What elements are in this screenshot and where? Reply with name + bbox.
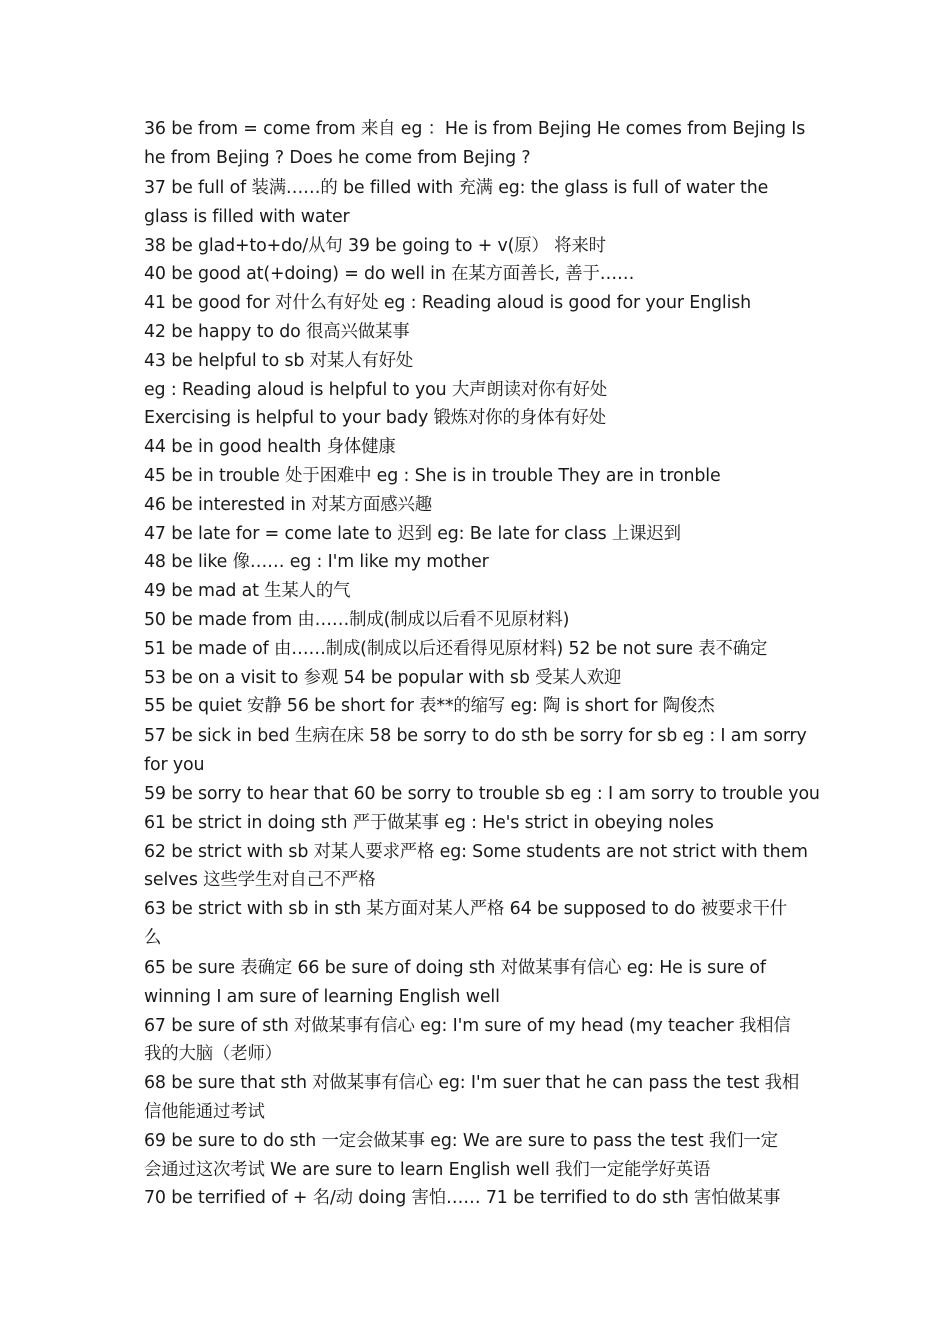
text-line: 65 be sure 表确定 66 be sure of doing sth 对做某事有信心 eg: He is sure of [144, 957, 766, 978]
text-line: 63 be strict with sb in sth 某方面对某人严格 64 be supposed to do 被要求干什 [144, 899, 787, 920]
text-line: 46 be interested in 对某方面感兴趣 [144, 494, 432, 515]
text-line: 61 be strict in doing sth 严于做某事 eg : He's strict in obeying noles [144, 812, 714, 833]
text-line: 68 be sure that sth 对做某事有信心 eg: I'm suer that he can pass the test 我相 [144, 1073, 800, 1094]
text-line: winning I am sure of learning English well [144, 986, 500, 1007]
text-line: 53 be on a visit to 参观 54 be popular with sb 受某人欢迎 [144, 667, 622, 688]
text-line: glass is filled with water [144, 206, 350, 227]
text-line: 59 be sorry to hear that 60 be sorry to trouble sb eg : I am sorry to trouble you [144, 783, 820, 804]
document-page [144, 114, 824, 1213]
text-line: 38 be glad+to+do/从句 39 be going to + v(原） 将来时 [144, 235, 606, 256]
text-line: 67 be sure of sth 对做某事有信心 eg: I'm sure of my head (my teacher 我相信 [144, 1015, 791, 1036]
text-line: 69 be sure to do sth 一定会做某事 eg: We are sure to pass the test 我们一定 [144, 1130, 778, 1151]
text-line: 70 be terrified of + 名/动 doing 害怕…… 71 be terrified to do sth 害怕做某事 [144, 1188, 781, 1209]
text-line: 62 be strict with sb 对某人要求严格 eg: Some students are not strict with them [144, 841, 808, 862]
text-line: Exercising is helpful to your bady 锻炼对你的身体有好处 [144, 408, 606, 429]
text-line: 43 be helpful to sb 对某人有好处 [144, 350, 414, 371]
text-line: 49 be mad at 生某人的气 [144, 581, 351, 602]
text-line: 么 [144, 927, 162, 948]
text-line: 41 be good for 对什么有好处 eg : Reading aloud is good for your English [144, 293, 752, 314]
text-line: 55 be quiet 安静 56 be short for 表**的缩写 eg: 陶 is short for 陶俊杰 [144, 696, 715, 717]
text-line: 51 be made of 由……制成(制成以后还看得见原材料) 52 be not sure 表不确定 [144, 638, 768, 659]
text-line: 45 be in trouble 处于困难中 eg : She is in trouble They are in tronble [144, 465, 721, 486]
text-line: 48 be like 像…… eg : I'm like my mother [144, 552, 489, 573]
text-line: selves 这些学生对自己不严格 [144, 870, 376, 891]
text-line: for you [144, 755, 205, 776]
text-line: 36 be from = come from 来自 eg ：He is from Bejing He comes from Bejing Is [144, 119, 806, 139]
text-line: 37 be full of 装满……的 be filled with 充满 eg: the glass is full of water the [144, 177, 769, 198]
text-line: 47 be late for = come late to 迟到 eg: Be late for class 上课迟到 [144, 523, 681, 544]
text-line: he from Bejing ? Does he come from Bejing ? [144, 148, 531, 168]
text-line: 50 be made from 由……制成(制成以后看不见原材料) [144, 609, 570, 630]
text-line: eg : Reading aloud is helpful to you 大声朗读对你有好处 [144, 379, 608, 400]
text-line: 40 be good at(+doing) = do well in 在某方面善长, 善于…… [144, 264, 635, 285]
text-line: 信他能通过考试 [144, 1101, 265, 1122]
text-line: 我的大脑（老师） [144, 1044, 282, 1065]
text-line: 57 be sick in bed 生病在床 58 be sorry to do sth be sorry for sb eg : I am sorry [144, 726, 807, 747]
text-line: 44 be in good health 身体健康 [144, 437, 396, 458]
text-line: 42 be happy to do 很高兴做某事 [144, 321, 410, 342]
text-line: 会通过这次考试 We are sure to learn English well 我们一定能学好英语 [144, 1159, 711, 1180]
